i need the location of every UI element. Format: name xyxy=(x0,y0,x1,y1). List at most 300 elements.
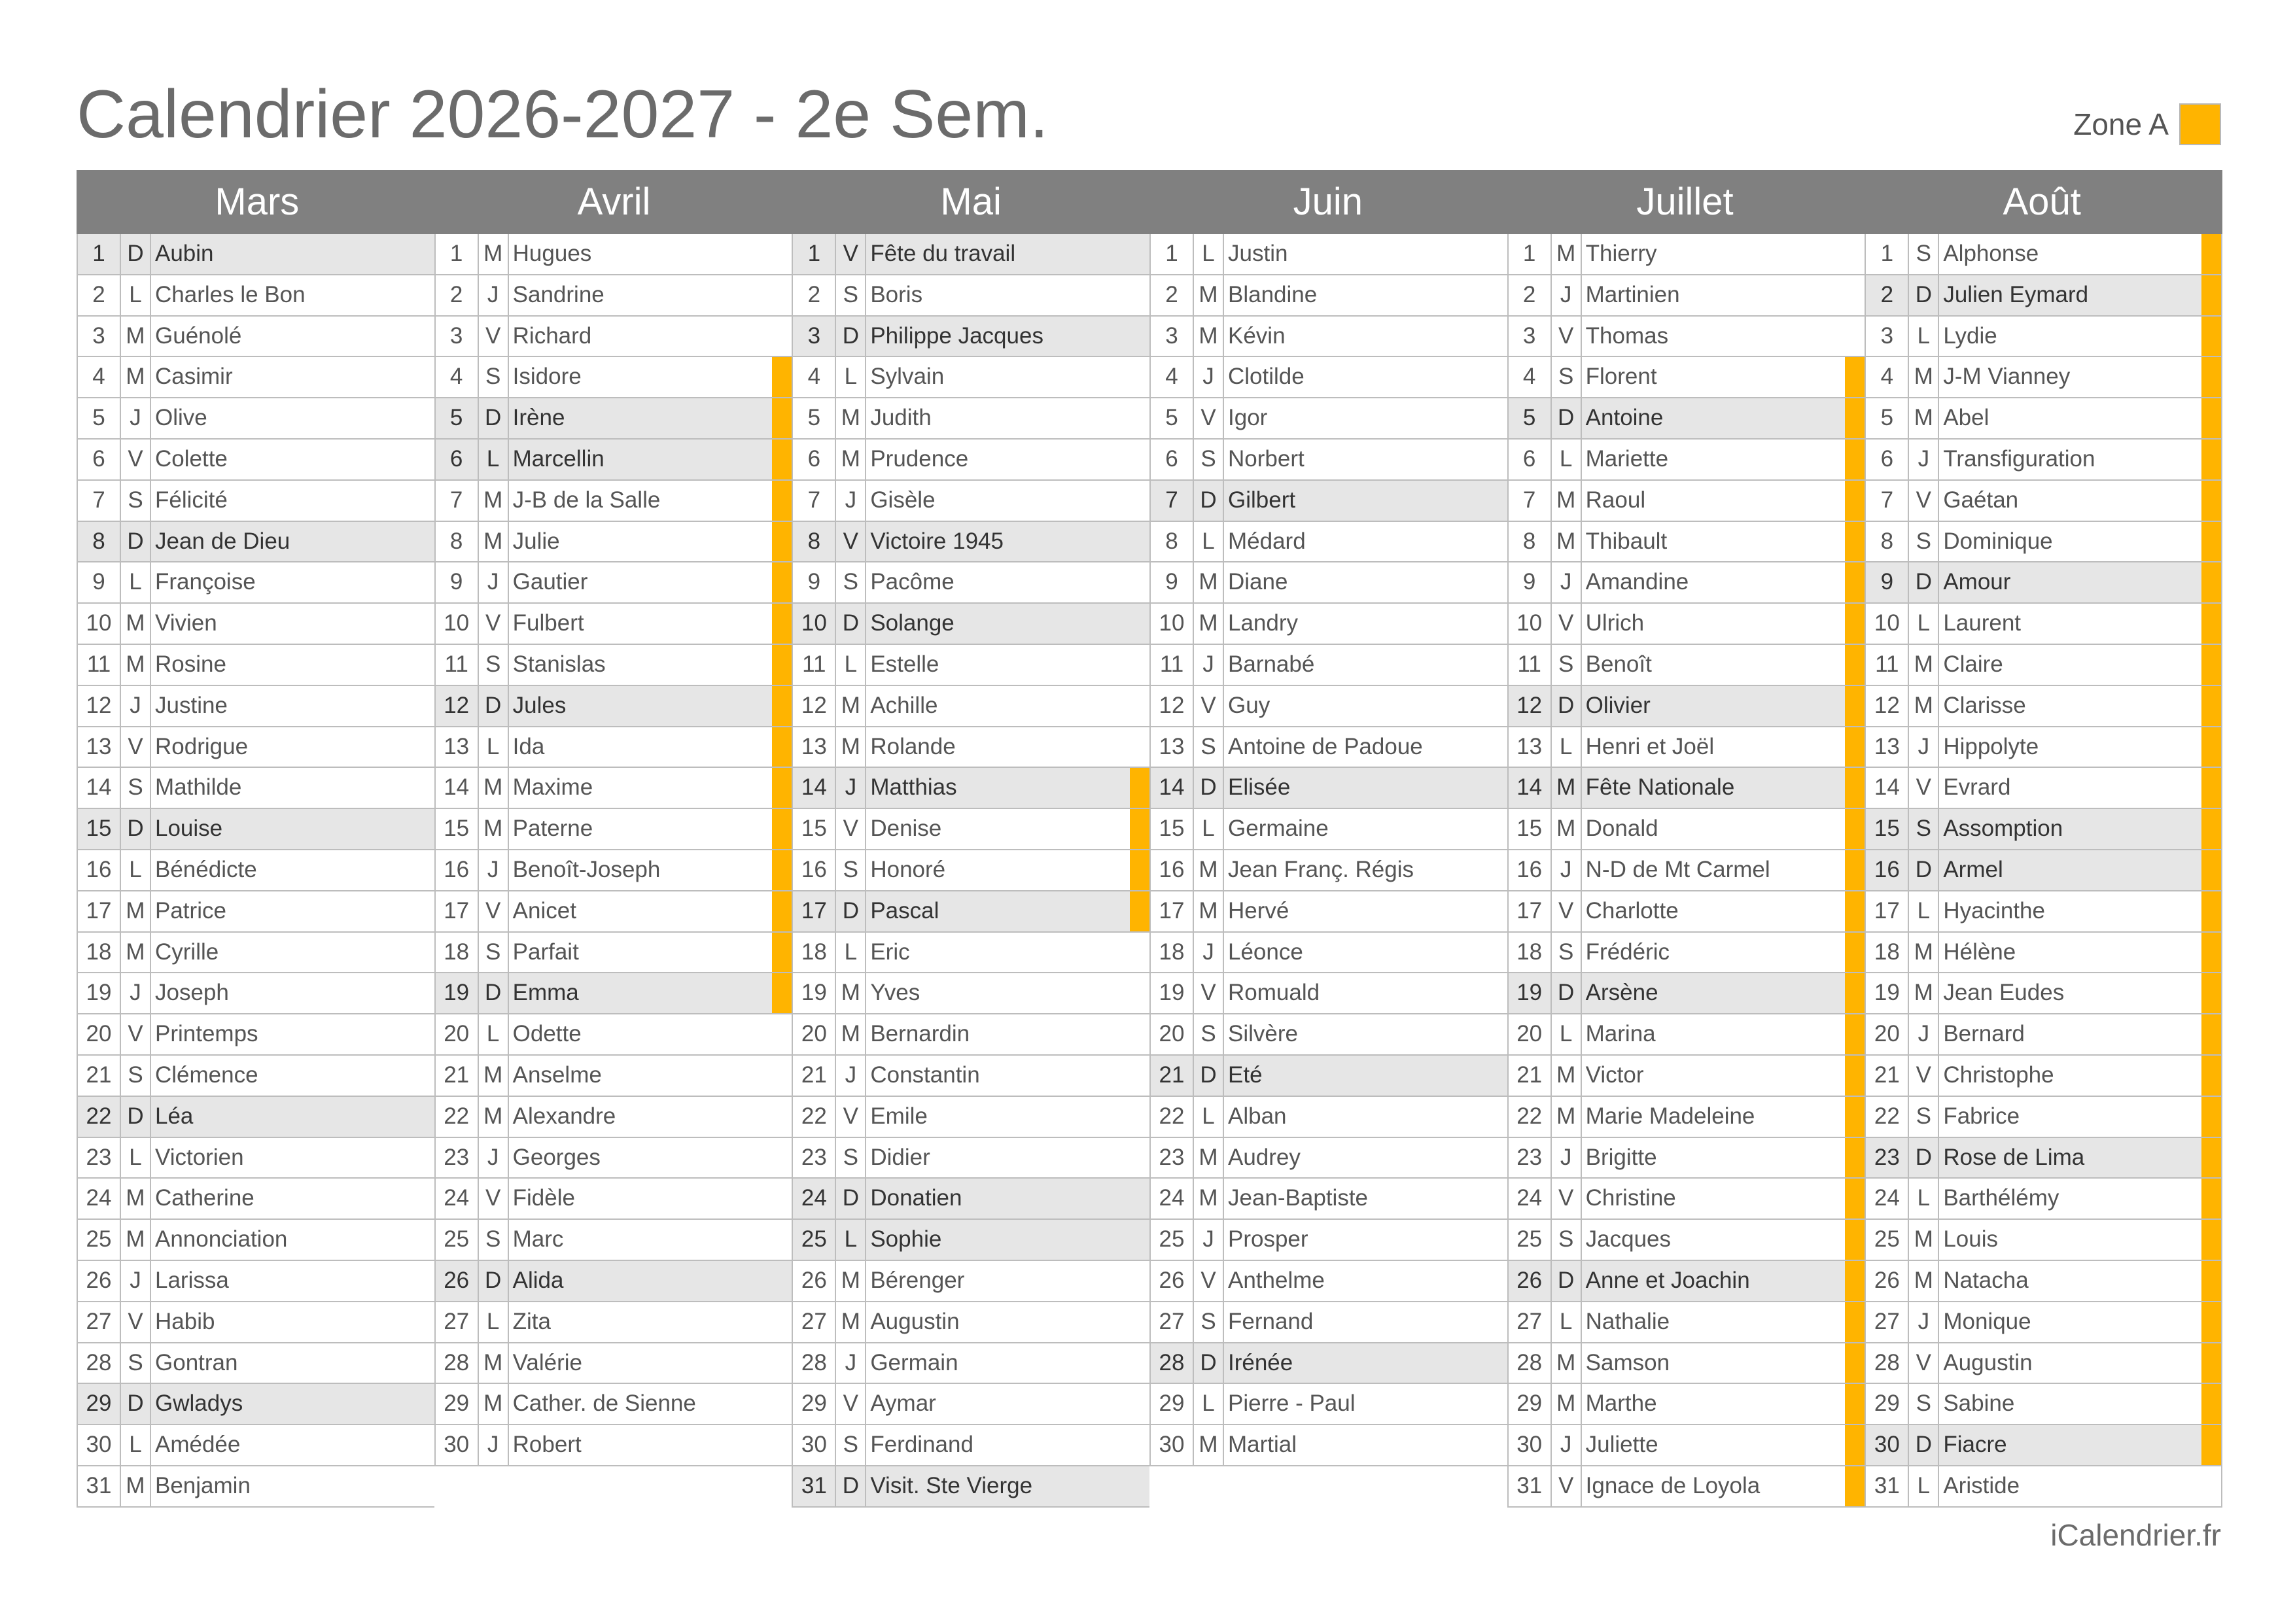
saint-name: Marcellin xyxy=(512,445,604,472)
day-number: 27 xyxy=(1866,1302,1909,1342)
saint-name: Victor xyxy=(1585,1062,1644,1088)
day-number: 30 xyxy=(1866,1425,1909,1465)
weekday-letter: V xyxy=(836,1097,866,1137)
day-row xyxy=(1149,357,1507,398)
saint-name: Colette xyxy=(155,445,228,472)
day-number: 29 xyxy=(78,1384,121,1424)
day-row xyxy=(77,481,434,522)
day-row xyxy=(1865,645,2222,686)
school-holiday-marker xyxy=(772,809,792,849)
calendar-grid xyxy=(77,170,2222,1508)
school-holiday-marker xyxy=(772,604,792,644)
saint-name: Constantin xyxy=(870,1062,980,1088)
weekday-letter: V xyxy=(1909,768,1939,808)
day-row xyxy=(434,1220,792,1261)
day-number: 25 xyxy=(78,1220,121,1260)
day-row xyxy=(1865,234,2222,275)
weekday-letter: V xyxy=(121,440,151,479)
day-row xyxy=(1149,1343,1507,1385)
weekday-letter: M xyxy=(1552,809,1582,849)
day-number: 18 xyxy=(1151,933,1194,973)
day-number: 20 xyxy=(436,1014,479,1054)
day-row xyxy=(792,357,1149,398)
saint-name: Médard xyxy=(1228,528,1306,554)
weekday-letter: M xyxy=(1552,1384,1582,1424)
saint-name: Guénolé xyxy=(155,322,242,349)
day-row xyxy=(77,727,434,769)
weekday-letter: J xyxy=(1552,1425,1582,1465)
saint-name: Guy xyxy=(1228,692,1270,718)
school-holiday-marker xyxy=(772,686,792,726)
day-row xyxy=(792,481,1149,522)
day-number: 15 xyxy=(436,809,479,849)
saint-name: Henri et Joël xyxy=(1585,733,1715,759)
day-number: 24 xyxy=(1151,1179,1194,1218)
saint-name: N-D de Mt Carmel xyxy=(1585,856,1770,882)
day-number: 13 xyxy=(793,727,836,767)
day-row xyxy=(1507,481,1865,522)
day-number: 1 xyxy=(436,234,479,274)
zone-label: Zone A xyxy=(2073,107,2169,141)
day-number: 23 xyxy=(1151,1138,1194,1178)
day-row xyxy=(1507,645,1865,686)
day-number: 30 xyxy=(793,1425,836,1465)
day-row xyxy=(1149,1220,1507,1261)
saint-name: Amandine xyxy=(1585,569,1689,595)
weekday-letter: M xyxy=(479,481,509,521)
school-holiday-marker xyxy=(2201,768,2221,808)
weekday-letter: D xyxy=(836,604,866,644)
month-column xyxy=(1865,234,2222,1508)
saint-name: Mathilde xyxy=(155,774,242,801)
school-holiday-marker xyxy=(2201,481,2221,521)
saint-name: Alexandre xyxy=(512,1103,616,1129)
day-number: 26 xyxy=(78,1261,121,1301)
day-number: 20 xyxy=(1151,1014,1194,1054)
day-row xyxy=(1507,234,1865,275)
day-row xyxy=(1507,1097,1865,1138)
day-row xyxy=(434,850,792,891)
weekday-letter: S xyxy=(1909,1097,1939,1137)
saint-name: Bernardin xyxy=(870,1021,970,1047)
day-row xyxy=(77,1302,434,1343)
day-number: 11 xyxy=(78,645,121,685)
day-row xyxy=(1507,1056,1865,1097)
saint-name: Jean-Baptiste xyxy=(1228,1185,1369,1211)
day-number: 30 xyxy=(1509,1425,1552,1465)
day-number: 12 xyxy=(793,686,836,726)
day-row xyxy=(1507,1302,1865,1343)
weekday-letter: D xyxy=(479,686,509,726)
day-number: 13 xyxy=(78,727,121,767)
saint-name: Thierry xyxy=(1585,241,1657,266)
saint-name: Amour xyxy=(1943,569,2011,595)
weekday-letter: S xyxy=(836,1425,866,1465)
weekday-letter: L xyxy=(1909,891,1939,931)
day-number: 9 xyxy=(793,562,836,602)
day-row xyxy=(1507,1384,1865,1425)
day-row xyxy=(1507,768,1865,809)
weekday-letter: L xyxy=(1552,1014,1582,1054)
day-row xyxy=(1149,768,1507,809)
weekday-letter: M xyxy=(1194,275,1224,315)
weekday-letter: S xyxy=(1552,1220,1582,1260)
saint-name: Natacha xyxy=(1943,1267,2029,1293)
weekday-letter: M xyxy=(1552,522,1582,562)
saint-name: Joseph xyxy=(155,980,229,1006)
weekday-letter: M xyxy=(1909,398,1939,438)
weekday-letter: M xyxy=(1909,973,1939,1013)
saint-name: Gautier xyxy=(512,569,588,595)
weekday-letter: M xyxy=(1552,1343,1582,1383)
day-row xyxy=(1865,562,2222,604)
saint-name: Bérenger xyxy=(870,1267,965,1293)
weekday-letter: M xyxy=(479,768,509,808)
weekday-letter: M xyxy=(479,809,509,849)
day-number: 2 xyxy=(78,275,121,315)
day-row xyxy=(434,1343,792,1385)
weekday-letter: J xyxy=(121,686,151,726)
day-number: 3 xyxy=(1866,317,1909,356)
day-number: 24 xyxy=(436,1179,479,1218)
day-row xyxy=(1865,1056,2222,1097)
weekday-letter: J xyxy=(121,973,151,1013)
day-number: 29 xyxy=(1151,1384,1194,1424)
day-number: 1 xyxy=(1866,234,1909,274)
saint-name: Françoise xyxy=(155,569,256,595)
weekday-letter: D xyxy=(836,1466,866,1506)
day-row xyxy=(434,317,792,358)
day-number: 20 xyxy=(1866,1014,1909,1054)
saint-name: Arsène xyxy=(1585,980,1658,1006)
day-row xyxy=(434,275,792,317)
school-holiday-marker xyxy=(1845,357,1865,397)
day-row xyxy=(792,234,1149,275)
day-number: 10 xyxy=(78,604,121,644)
saint-name: Léonce xyxy=(1228,939,1303,965)
school-holiday-marker xyxy=(1845,604,1865,644)
day-number: 10 xyxy=(1509,604,1552,644)
saint-name: Assomption xyxy=(1943,816,2063,842)
weekday-letter: M xyxy=(479,1056,509,1096)
weekday-letter: M xyxy=(479,522,509,562)
month-column xyxy=(1149,234,1507,1508)
day-number: 13 xyxy=(1151,727,1194,767)
day-row xyxy=(1149,398,1507,440)
weekday-letter: L xyxy=(479,727,509,767)
saint-name: Stanislas xyxy=(512,651,606,677)
day-row xyxy=(77,973,434,1014)
day-row xyxy=(1149,1302,1507,1343)
weekday-letter: M xyxy=(1194,604,1224,644)
weekday-letter: L xyxy=(1552,727,1582,767)
weekday-letter: L xyxy=(121,562,151,602)
weekday-letter: V xyxy=(1552,1179,1582,1218)
day-row xyxy=(77,1014,434,1056)
saint-name: Aristide xyxy=(1943,1472,2020,1498)
weekday-letter: V xyxy=(479,891,509,931)
page-title: Calendrier 2026-2027 - 2e Sem. xyxy=(77,77,1049,152)
day-number: 4 xyxy=(78,357,121,397)
day-number: 25 xyxy=(1509,1220,1552,1260)
saint-name: Fernand xyxy=(1228,1308,1314,1334)
saint-name: Printemps xyxy=(155,1021,258,1047)
weekday-letter: M xyxy=(1552,481,1582,521)
day-row xyxy=(434,481,792,522)
day-row xyxy=(1507,973,1865,1014)
day-number: 19 xyxy=(1151,973,1194,1013)
weekday-letter: M xyxy=(121,1220,151,1260)
saint-name: Juliette xyxy=(1585,1432,1658,1458)
weekday-letter: D xyxy=(121,522,151,562)
day-row xyxy=(792,1056,1149,1097)
day-row xyxy=(792,1466,1149,1508)
day-number: 20 xyxy=(1509,1014,1552,1054)
day-row xyxy=(1865,891,2222,933)
school-holiday-marker xyxy=(1845,481,1865,521)
saint-name: Transfiguration xyxy=(1943,445,2095,472)
day-number: 6 xyxy=(1151,440,1194,479)
school-holiday-marker xyxy=(1845,1056,1865,1096)
day-row xyxy=(1865,933,2222,974)
weekday-letter: L xyxy=(121,1138,151,1178)
day-row xyxy=(1149,891,1507,933)
school-holiday-marker xyxy=(1845,1384,1865,1424)
saint-name: Victoire 1945 xyxy=(870,528,1004,554)
saint-name: Amédée xyxy=(155,1432,241,1458)
weekday-letter: S xyxy=(1552,357,1582,397)
day-number: 16 xyxy=(436,850,479,890)
day-number: 30 xyxy=(1151,1425,1194,1465)
day-number: 16 xyxy=(793,850,836,890)
day-number: 17 xyxy=(78,891,121,931)
saint-name: Jules xyxy=(512,692,567,718)
weekday-letter: M xyxy=(479,234,509,274)
day-row xyxy=(1149,481,1507,522)
weekday-letter: V xyxy=(121,727,151,767)
weekday-letter: D xyxy=(1552,686,1582,726)
saint-name: Gaétan xyxy=(1943,487,2019,513)
day-number: 7 xyxy=(793,481,836,521)
saint-name: Pascal xyxy=(870,897,939,924)
weekday-letter: M xyxy=(1194,1138,1224,1178)
day-row xyxy=(77,1343,434,1385)
day-number: 28 xyxy=(1151,1343,1194,1383)
saint-name: Clémence xyxy=(155,1062,258,1088)
day-number: 19 xyxy=(436,973,479,1013)
weekday-letter: J xyxy=(121,1261,151,1301)
weekday-letter: M xyxy=(1194,1179,1224,1218)
day-row xyxy=(1507,604,1865,645)
saint-name: Patrice xyxy=(155,897,226,924)
day-number: 28 xyxy=(436,1343,479,1383)
weekday-letter: M xyxy=(1552,768,1582,808)
day-row xyxy=(1865,275,2222,317)
day-row xyxy=(1865,1302,2222,1343)
day-row xyxy=(1149,562,1507,604)
day-number: 15 xyxy=(1509,809,1552,849)
day-number: 7 xyxy=(1151,481,1194,521)
day-number: 25 xyxy=(793,1220,836,1260)
day-row xyxy=(434,809,792,850)
weekday-letter: V xyxy=(1909,481,1939,521)
saint-name: Evrard xyxy=(1943,774,2011,801)
day-number: 21 xyxy=(1509,1056,1552,1096)
saint-name: Gisèle xyxy=(870,487,936,513)
day-row xyxy=(1865,1014,2222,1056)
saint-name: Ida xyxy=(512,733,545,759)
day-row xyxy=(1507,809,1865,850)
day-row xyxy=(1865,1138,2222,1179)
weekday-letter: V xyxy=(121,1014,151,1054)
day-number: 12 xyxy=(1509,686,1552,726)
school-holiday-marker xyxy=(2201,686,2221,726)
day-row xyxy=(1865,1261,2222,1302)
weekday-letter: V xyxy=(1194,1261,1224,1301)
school-holiday-marker xyxy=(2201,522,2221,562)
saint-name: Irénée xyxy=(1228,1349,1293,1375)
saint-name: Parfait xyxy=(512,939,579,965)
saint-name: Sabine xyxy=(1943,1391,2015,1417)
weekday-letter: D xyxy=(1909,1425,1939,1465)
day-row xyxy=(434,973,792,1014)
school-holiday-marker xyxy=(772,768,792,808)
weekday-letter: M xyxy=(1194,317,1224,356)
day-number: 29 xyxy=(436,1384,479,1424)
saint-name: Didier xyxy=(870,1144,930,1170)
weekday-letter: M xyxy=(836,727,866,767)
day-number: 21 xyxy=(1866,1056,1909,1096)
weekday-letter: V xyxy=(1909,1343,1939,1383)
weekday-letter: L xyxy=(1909,1466,1939,1506)
weekday-letter: V xyxy=(1194,973,1224,1013)
saint-name: Ulrich xyxy=(1585,610,1645,636)
saint-name: Clarisse xyxy=(1943,692,2026,718)
day-number: 17 xyxy=(436,891,479,931)
weekday-letter: S xyxy=(121,481,151,521)
school-holiday-marker xyxy=(1130,768,1149,808)
day-row xyxy=(792,1302,1149,1343)
saint-name: Christine xyxy=(1585,1185,1676,1211)
saint-name: Félicité xyxy=(155,487,228,513)
day-number: 14 xyxy=(793,768,836,808)
saint-name: Victorien xyxy=(155,1144,244,1170)
day-number: 5 xyxy=(1509,398,1552,438)
saint-name: Landry xyxy=(1228,610,1299,636)
school-holiday-marker xyxy=(1845,686,1865,726)
weekday-letter: S xyxy=(479,933,509,973)
weekday-letter: D xyxy=(1909,562,1939,602)
saint-name: Gontran xyxy=(155,1349,238,1375)
day-row xyxy=(77,645,434,686)
saint-name: Augustin xyxy=(1943,1349,2033,1375)
saint-name: Monique xyxy=(1943,1308,2031,1334)
school-holiday-marker xyxy=(2201,973,2221,1013)
day-number: 11 xyxy=(1866,645,1909,685)
saint-name: Judith xyxy=(870,405,932,431)
saint-name: Habib xyxy=(155,1308,215,1334)
school-holiday-marker xyxy=(1845,1343,1865,1383)
day-row xyxy=(434,768,792,809)
day-row xyxy=(434,440,792,481)
day-number: 22 xyxy=(78,1097,121,1137)
weekday-letter: L xyxy=(836,645,866,685)
school-holiday-marker xyxy=(2201,1343,2221,1383)
day-number: 8 xyxy=(436,522,479,562)
saint-name: Jacques xyxy=(1585,1226,1672,1253)
saint-name: Hyacinthe xyxy=(1943,897,2045,924)
day-row xyxy=(1149,1097,1507,1138)
day-row xyxy=(1507,1138,1865,1179)
saint-name: Brigitte xyxy=(1585,1144,1657,1170)
day-number: 8 xyxy=(78,522,121,562)
school-holiday-marker xyxy=(1845,1261,1865,1301)
day-number: 17 xyxy=(1866,891,1909,931)
day-number: 21 xyxy=(1151,1056,1194,1096)
day-number: 5 xyxy=(78,398,121,438)
day-number: 26 xyxy=(1151,1261,1194,1301)
day-number: 11 xyxy=(793,645,836,685)
weekday-letter: S xyxy=(836,850,866,890)
saint-name: Barthélémy xyxy=(1943,1185,2059,1211)
day-row xyxy=(434,1179,792,1220)
weekday-letter: L xyxy=(1194,809,1224,849)
day-row xyxy=(792,1425,1149,1466)
saint-name: Romuald xyxy=(1228,980,1320,1006)
day-row xyxy=(792,440,1149,481)
saint-name: Alida xyxy=(512,1267,564,1293)
zone-color-swatch xyxy=(2179,103,2221,145)
saint-name: Hippolyte xyxy=(1943,733,2039,759)
day-number: 16 xyxy=(78,850,121,890)
saint-name: Jean Franç. Régis xyxy=(1228,856,1414,882)
day-row xyxy=(1865,1466,2222,1508)
day-row xyxy=(434,604,792,645)
saint-name: Valérie xyxy=(512,1349,583,1375)
day-number: 22 xyxy=(436,1097,479,1137)
day-number: 12 xyxy=(436,686,479,726)
day-row xyxy=(1865,357,2222,398)
weekday-letter: M xyxy=(1194,562,1224,602)
weekday-letter: L xyxy=(1194,1097,1224,1137)
weekday-letter: V xyxy=(121,1302,151,1342)
saint-name: Alban xyxy=(1228,1103,1287,1129)
weekday-letter: J xyxy=(836,768,866,808)
saint-name: Blandine xyxy=(1228,281,1318,307)
saint-name: Germain xyxy=(870,1349,958,1375)
saint-name: Donald xyxy=(1585,816,1658,842)
weekday-letter: J xyxy=(1909,440,1939,479)
day-row xyxy=(77,317,434,358)
saint-name: Samson xyxy=(1585,1349,1670,1375)
school-holiday-marker xyxy=(2201,234,2221,274)
day-row xyxy=(1865,1179,2222,1220)
school-holiday-marker xyxy=(2201,604,2221,644)
weekday-letter: J xyxy=(1194,1220,1224,1260)
saint-name: Eté xyxy=(1228,1062,1263,1088)
saint-name: Fête Nationale xyxy=(1585,774,1735,801)
school-holiday-marker xyxy=(772,727,792,767)
day-row xyxy=(1149,1261,1507,1302)
day-number: 23 xyxy=(436,1138,479,1178)
school-holiday-marker xyxy=(2201,440,2221,479)
day-row xyxy=(1149,234,1507,275)
saint-name: Rolande xyxy=(870,733,956,759)
weekday-letter: J xyxy=(1552,1138,1582,1178)
day-number: 25 xyxy=(436,1220,479,1260)
school-holiday-marker xyxy=(772,645,792,685)
saint-name: Marc xyxy=(512,1226,564,1253)
